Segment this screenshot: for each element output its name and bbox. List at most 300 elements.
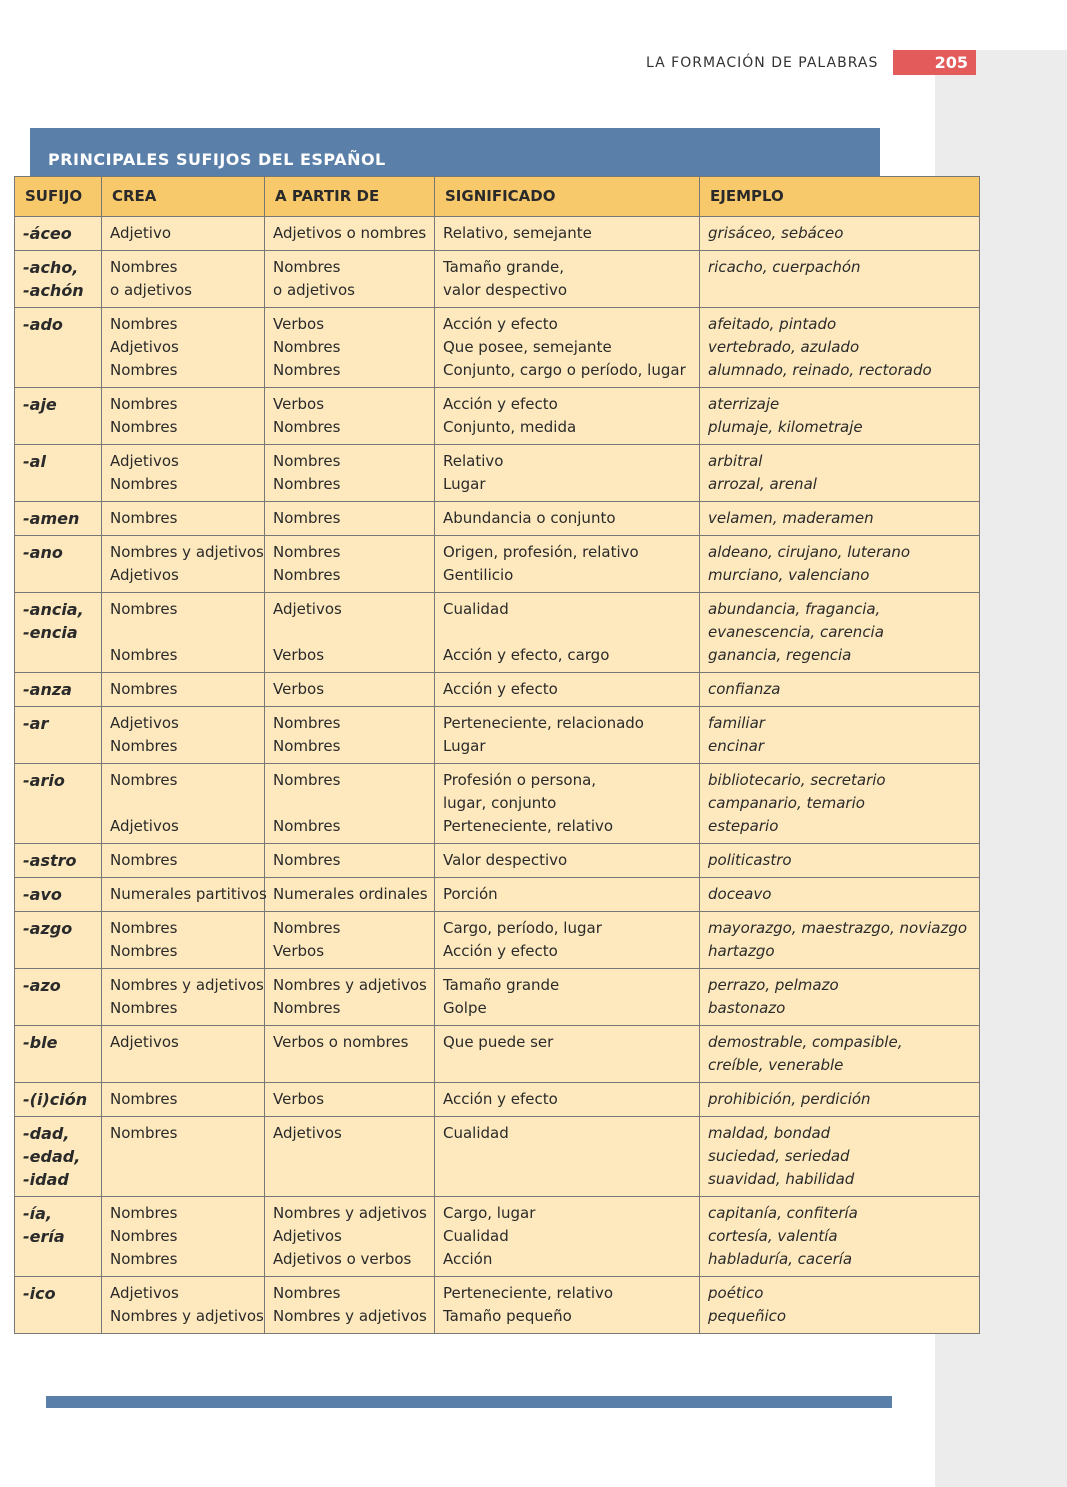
cell-line: afeitado, pintado xyxy=(708,315,837,333)
cell-ejemplo xyxy=(700,969,980,1026)
cell-line xyxy=(273,792,426,815)
cell-line: Nombres xyxy=(273,258,341,276)
cell-a-partir-de xyxy=(265,1083,435,1117)
cell-line: politicastro xyxy=(708,851,792,869)
cell-line: Cualidad xyxy=(443,1124,509,1142)
cell-line: Cualidad xyxy=(443,600,509,618)
cell-crea xyxy=(102,673,265,707)
cell-line: Nombres xyxy=(273,543,341,561)
cell-line: Adjetivos xyxy=(110,1033,179,1051)
cell-line: Nombres xyxy=(110,942,178,960)
cell-line: Valor despectivo xyxy=(443,851,568,869)
cell-line: -áceo xyxy=(23,224,72,243)
cell-line: abundancia, fragancia, xyxy=(708,600,881,618)
cell-line: Cargo, período, lugar xyxy=(443,919,602,937)
table-body xyxy=(15,217,980,1334)
cell-significado xyxy=(435,1117,700,1197)
cell-line: Nombres y adjetivos xyxy=(110,976,264,994)
cell-line: o adjetivos xyxy=(273,281,355,299)
cell-line: Origen, profesión, relativo xyxy=(443,543,639,561)
cell-crea xyxy=(102,764,265,844)
cell-line: Perteneciente, relativo xyxy=(443,1284,614,1302)
cell-line: Perteneciente, relacionado xyxy=(443,714,644,732)
cell-a-partir-de xyxy=(265,593,435,673)
cell-line: -aje xyxy=(23,395,57,414)
cell-line: cortesía, valentía xyxy=(708,1227,838,1245)
cell-line: Gentilicio xyxy=(443,566,514,584)
cell-line: Nombres xyxy=(110,258,178,276)
cell-significado xyxy=(435,764,700,844)
cell-line: aterrizaje xyxy=(708,395,780,413)
cell-significado xyxy=(435,912,700,969)
cell-line: Nombres xyxy=(110,1090,178,1108)
cell-line: -azgo xyxy=(23,919,73,938)
cell-line: valor despectivo xyxy=(443,281,568,299)
cell-line: -dad, xyxy=(23,1124,70,1143)
cell-significado xyxy=(435,251,700,308)
cell-line: -(i)ción xyxy=(23,1090,88,1109)
cell-line: Tamaño grande, xyxy=(443,258,565,276)
cell-significado xyxy=(435,673,700,707)
cell-ejemplo xyxy=(700,1277,980,1334)
cell-line: Acción y efecto xyxy=(443,315,558,333)
cell-line: prohibición, perdición xyxy=(708,1090,871,1108)
cell-line: evanescencia, carencia xyxy=(708,623,884,641)
cell-crea xyxy=(102,1197,265,1277)
cell-crea xyxy=(102,217,265,251)
cell-a-partir-de xyxy=(265,764,435,844)
cell-line: suciedad, seriedad xyxy=(708,1147,850,1165)
cell-significado xyxy=(435,1026,700,1083)
cell-line: Nombres xyxy=(110,1124,178,1142)
cell-line: poético xyxy=(708,1284,764,1302)
cell-ejemplo xyxy=(700,1026,980,1083)
cell-line: Verbos xyxy=(273,942,325,960)
column-header: SUFIJO xyxy=(15,177,102,217)
cell-line: Profesión o persona, xyxy=(443,771,597,789)
cell-line: Relativo xyxy=(443,452,504,470)
cell-sufijo xyxy=(15,536,102,593)
cell-line: Verbos xyxy=(273,315,325,333)
cell-line: Abundancia o conjunto xyxy=(443,509,616,527)
cell-line: grisáceo, sebáceo xyxy=(708,224,844,242)
cell-line: -achón xyxy=(23,281,84,300)
cell-a-partir-de xyxy=(265,217,435,251)
cell-line: Nombres xyxy=(110,999,178,1017)
cell-ejemplo xyxy=(700,707,980,764)
cell-a-partir-de xyxy=(265,969,435,1026)
cell-line: Nombres y adjetivos xyxy=(273,976,427,994)
cell-a-partir-de xyxy=(265,1026,435,1083)
cell-ejemplo xyxy=(700,502,980,536)
cell-line: Nombres xyxy=(110,771,178,789)
cell-sufijo xyxy=(15,844,102,878)
column-header: SIGNIFICADO xyxy=(435,177,700,217)
cell-line: Nombres xyxy=(110,475,178,493)
cell-line: Nombres xyxy=(273,452,341,470)
cell-line: Verbos xyxy=(273,680,325,698)
cell-line: Nombres xyxy=(110,361,178,379)
cell-line: Nombres xyxy=(110,1250,178,1268)
cell-line: confianza xyxy=(708,680,781,698)
cell-significado xyxy=(435,593,700,673)
cell-line: suavidad, habilidad xyxy=(708,1170,855,1188)
cell-significado xyxy=(435,536,700,593)
cell-line: habladuría, cacería xyxy=(708,1250,853,1268)
cell-line xyxy=(110,621,256,644)
cell-line: Nombres xyxy=(273,361,341,379)
cell-line: Acción y efecto xyxy=(443,942,558,960)
cell-line: Nombres xyxy=(273,999,341,1017)
cell-line: vertebrado, azulado xyxy=(708,338,860,356)
cell-significado xyxy=(435,844,700,878)
cell-sufijo xyxy=(15,388,102,445)
cell-line: Numerales ordinales xyxy=(273,885,428,903)
cell-sufijo xyxy=(15,1026,102,1083)
cell-line: Numerales partitivos xyxy=(110,885,267,903)
cell-line: -ía, xyxy=(23,1204,52,1223)
cell-a-partir-de xyxy=(265,1277,435,1334)
cell-line: Tamaño pequeño xyxy=(443,1307,572,1325)
cell-line: -ado xyxy=(23,315,63,334)
cell-line: ricacho, cuerpachón xyxy=(708,258,861,276)
cell-a-partir-de xyxy=(265,673,435,707)
cell-line xyxy=(110,792,256,815)
cell-ejemplo xyxy=(700,445,980,502)
cell-a-partir-de xyxy=(265,844,435,878)
cell-crea xyxy=(102,536,265,593)
cell-line: Cualidad xyxy=(443,1227,509,1245)
cell-line: plumaje, kilometraje xyxy=(708,418,863,436)
cell-line: alumnado, reinado, rectorado xyxy=(708,361,932,379)
cell-line: Nombres xyxy=(110,646,178,664)
cell-significado xyxy=(435,1083,700,1117)
cell-crea xyxy=(102,593,265,673)
cell-line: Nombres xyxy=(110,919,178,937)
column-header: CREA xyxy=(102,177,265,217)
cell-a-partir-de xyxy=(265,912,435,969)
cell-line: Nombres xyxy=(273,817,341,835)
table-title: PRINCIPALES SUFIJOS DEL ESPAÑOL xyxy=(48,150,386,169)
cell-line: Que puede ser xyxy=(443,1033,554,1051)
cell-line: creíble, venerable xyxy=(708,1056,844,1074)
cell-ejemplo xyxy=(700,388,980,445)
cell-ejemplo xyxy=(700,217,980,251)
cell-line: lugar, conjunto xyxy=(443,794,557,812)
cell-line: Nombres xyxy=(110,1204,178,1222)
cell-significado xyxy=(435,1197,700,1277)
cell-crea xyxy=(102,707,265,764)
table-bottom-bar xyxy=(46,1396,892,1408)
cell-crea xyxy=(102,1083,265,1117)
cell-line: -edad, xyxy=(23,1147,81,1166)
cell-line: Verbos xyxy=(273,395,325,413)
cell-line: estepario xyxy=(708,817,779,835)
table-header-row xyxy=(15,177,980,217)
table-row xyxy=(15,844,980,878)
cell-line: Porción xyxy=(443,885,498,903)
cell-crea xyxy=(102,878,265,912)
cell-ejemplo xyxy=(700,912,980,969)
cell-line: Conjunto, cargo o período, lugar xyxy=(443,361,686,379)
cell-line: Que posee, semejante xyxy=(443,338,612,356)
cell-line: Acción y efecto, cargo xyxy=(443,646,610,664)
cell-line: encinar xyxy=(708,737,765,755)
cell-a-partir-de xyxy=(265,536,435,593)
cell-line: -ería xyxy=(23,1227,65,1246)
cell-sufijo xyxy=(15,764,102,844)
cell-line: Nombres xyxy=(273,1284,341,1302)
cell-line: Adjetivos xyxy=(110,714,179,732)
cell-line: Nombres xyxy=(110,600,178,618)
cell-line: -ancia, xyxy=(23,600,84,619)
cell-line: Nombres xyxy=(110,851,178,869)
cell-line: -idad xyxy=(23,1170,69,1189)
cell-line: Nombres xyxy=(273,566,341,584)
table-row xyxy=(15,707,980,764)
cell-line: Lugar xyxy=(443,475,486,493)
cell-line: Nombres y adjetivos xyxy=(110,1307,264,1325)
cell-line: Verbos o nombres xyxy=(273,1033,409,1051)
cell-ejemplo xyxy=(700,673,980,707)
cell-significado xyxy=(435,1277,700,1334)
cell-line: Nombres xyxy=(273,509,341,527)
table-row xyxy=(15,536,980,593)
suffix-table xyxy=(14,176,980,1334)
cell-a-partir-de xyxy=(265,707,435,764)
table-row xyxy=(15,217,980,251)
cell-line: -al xyxy=(23,452,46,471)
cell-line: Tamaño grande xyxy=(443,976,560,994)
table-row xyxy=(15,912,980,969)
cell-significado xyxy=(435,878,700,912)
cell-sufijo xyxy=(15,1083,102,1117)
running-title: LA FORMACIÓN DE PALABRAS xyxy=(646,55,879,71)
cell-line: Acción y efecto xyxy=(443,395,558,413)
table-row xyxy=(15,1197,980,1277)
cell-line: maldad, bondad xyxy=(708,1124,831,1142)
cell-line: murciano, valenciano xyxy=(708,566,870,584)
cell-line: Adjetivos xyxy=(110,452,179,470)
cell-a-partir-de xyxy=(265,308,435,388)
cell-line: Conjunto, medida xyxy=(443,418,577,436)
cell-ejemplo xyxy=(700,593,980,673)
cell-line: -ico xyxy=(23,1284,56,1303)
cell-sufijo xyxy=(15,912,102,969)
cell-line xyxy=(273,621,426,644)
cell-line: Adjetivos xyxy=(273,1227,342,1245)
cell-line: -ar xyxy=(23,714,49,733)
table-row xyxy=(15,1083,980,1117)
cell-a-partir-de xyxy=(265,878,435,912)
cell-ejemplo xyxy=(700,844,980,878)
cell-sufijo xyxy=(15,707,102,764)
cell-line: ganancia, regencia xyxy=(708,646,852,664)
cell-crea xyxy=(102,1026,265,1083)
cell-ejemplo xyxy=(700,251,980,308)
cell-sufijo xyxy=(15,593,102,673)
cell-line: mayorazgo, maestrazgo, noviazgo xyxy=(708,919,968,937)
cell-line: demostrable, compasible, xyxy=(708,1033,903,1051)
cell-sufijo xyxy=(15,878,102,912)
cell-line: -amen xyxy=(23,509,80,528)
table-row xyxy=(15,388,980,445)
cell-significado xyxy=(435,217,700,251)
cell-line: familiar xyxy=(708,714,765,732)
cell-line: -encia xyxy=(23,623,78,642)
cell-sufijo xyxy=(15,502,102,536)
cell-line: -azo xyxy=(23,976,61,995)
cell-line: Nombres xyxy=(273,851,341,869)
cell-sufijo xyxy=(15,673,102,707)
table-row xyxy=(15,878,980,912)
cell-ejemplo xyxy=(700,764,980,844)
cell-line: Nombres xyxy=(110,1227,178,1245)
cell-a-partir-de xyxy=(265,502,435,536)
cell-line: -anza xyxy=(23,680,72,699)
cell-line: perrazo, pelmazo xyxy=(708,976,839,994)
table-row xyxy=(15,308,980,388)
cell-line: Verbos xyxy=(273,646,325,664)
page-number: 205 xyxy=(893,50,976,75)
cell-crea xyxy=(102,1277,265,1334)
cell-sufijo xyxy=(15,969,102,1026)
table-row xyxy=(15,251,980,308)
cell-line: -astro xyxy=(23,851,77,870)
table-row xyxy=(15,1117,980,1197)
table-row xyxy=(15,502,980,536)
cell-a-partir-de xyxy=(265,1197,435,1277)
cell-line: -acho, xyxy=(23,258,79,277)
cell-line: velamen, maderamen xyxy=(708,509,874,527)
cell-a-partir-de xyxy=(265,1117,435,1197)
cell-crea xyxy=(102,388,265,445)
cell-line: Nombres xyxy=(110,737,178,755)
cell-crea xyxy=(102,445,265,502)
table-row xyxy=(15,764,980,844)
cell-line: Adjetivos o nombres xyxy=(273,224,427,242)
cell-line: Lugar xyxy=(443,737,486,755)
cell-line: Nombres xyxy=(273,714,341,732)
cell-line: Nombres y adjetivos xyxy=(110,543,264,561)
cell-line: Adjetivos xyxy=(110,566,179,584)
cell-significado xyxy=(435,308,700,388)
cell-line: arrozal, arenal xyxy=(708,475,817,493)
cell-line: Adjetivos xyxy=(110,338,179,356)
cell-significado xyxy=(435,969,700,1026)
cell-crea xyxy=(102,502,265,536)
cell-line: Nombres xyxy=(273,418,341,436)
cell-line: arbitral xyxy=(708,452,763,470)
cell-sufijo xyxy=(15,445,102,502)
cell-sufijo xyxy=(15,217,102,251)
cell-line: doceavo xyxy=(708,885,772,903)
cell-line: Nombres xyxy=(273,338,341,356)
cell-sufijo xyxy=(15,308,102,388)
cell-crea xyxy=(102,308,265,388)
cell-a-partir-de xyxy=(265,388,435,445)
cell-crea xyxy=(102,912,265,969)
cell-ejemplo xyxy=(700,1197,980,1277)
cell-line: -ble xyxy=(23,1033,58,1052)
cell-sufijo xyxy=(15,1197,102,1277)
column-header: A PARTIR DE xyxy=(265,177,435,217)
cell-line: Nombres y adjetivos xyxy=(273,1307,427,1325)
cell-sufijo xyxy=(15,1117,102,1197)
table-row xyxy=(15,673,980,707)
cell-crea xyxy=(102,251,265,308)
cell-significado xyxy=(435,445,700,502)
cell-line: Acción y efecto xyxy=(443,680,558,698)
cell-line xyxy=(443,621,691,644)
cell-significado xyxy=(435,502,700,536)
cell-crea xyxy=(102,969,265,1026)
cell-line: Perteneciente, relativo xyxy=(443,817,614,835)
cell-line: Nombres xyxy=(273,771,341,789)
cell-crea xyxy=(102,844,265,878)
cell-line: Cargo, lugar xyxy=(443,1204,536,1222)
table-row xyxy=(15,1277,980,1334)
cell-line: Adjetivos xyxy=(273,600,342,618)
cell-line: -ario xyxy=(23,771,65,790)
table-row xyxy=(15,445,980,502)
cell-line: Adjetivos o verbos xyxy=(273,1250,412,1268)
cell-line: o adjetivos xyxy=(110,281,192,299)
cell-line: Adjetivos xyxy=(273,1124,342,1142)
table-row xyxy=(15,593,980,673)
cell-line: capitanía, confitería xyxy=(708,1204,858,1222)
cell-line: Nombres xyxy=(273,737,341,755)
cell-a-partir-de xyxy=(265,445,435,502)
cell-line: Relativo, semejante xyxy=(443,224,592,242)
cell-line: Acción y efecto xyxy=(443,1090,558,1108)
cell-a-partir-de xyxy=(265,251,435,308)
cell-crea xyxy=(102,1117,265,1197)
cell-ejemplo xyxy=(700,308,980,388)
cell-significado xyxy=(435,707,700,764)
cell-line: pequeñico xyxy=(708,1307,787,1325)
cell-line: Nombres xyxy=(110,315,178,333)
cell-line: Nombres xyxy=(110,509,178,527)
suffix-table-container xyxy=(14,176,979,1334)
cell-line: Adjetivos xyxy=(110,817,179,835)
cell-line: Nombres xyxy=(273,919,341,937)
cell-sufijo xyxy=(15,1277,102,1334)
cell-sufijo xyxy=(15,251,102,308)
cell-line: Nombres xyxy=(110,418,178,436)
cell-line: Golpe xyxy=(443,999,487,1017)
cell-line: Nombres xyxy=(273,475,341,493)
cell-line: aldeano, cirujano, luterano xyxy=(708,543,911,561)
cell-significado xyxy=(435,388,700,445)
table-row xyxy=(15,969,980,1026)
cell-ejemplo xyxy=(700,878,980,912)
cell-line: Nombres y adjetivos xyxy=(273,1204,427,1222)
cell-line: campanario, temario xyxy=(708,794,865,812)
table-row xyxy=(15,1026,980,1083)
cell-line: -avo xyxy=(23,885,62,904)
cell-line: Nombres xyxy=(110,395,178,413)
cell-line: Adjetivos xyxy=(110,1284,179,1302)
cell-ejemplo xyxy=(700,536,980,593)
cell-line: hartazgo xyxy=(708,942,775,960)
cell-line: Acción xyxy=(443,1250,493,1268)
cell-line: Verbos xyxy=(273,1090,325,1108)
column-header: EJEMPLO xyxy=(700,177,980,217)
cell-ejemplo xyxy=(700,1083,980,1117)
cell-line: bibliotecario, secretario xyxy=(708,771,886,789)
cell-line: Nombres xyxy=(110,680,178,698)
